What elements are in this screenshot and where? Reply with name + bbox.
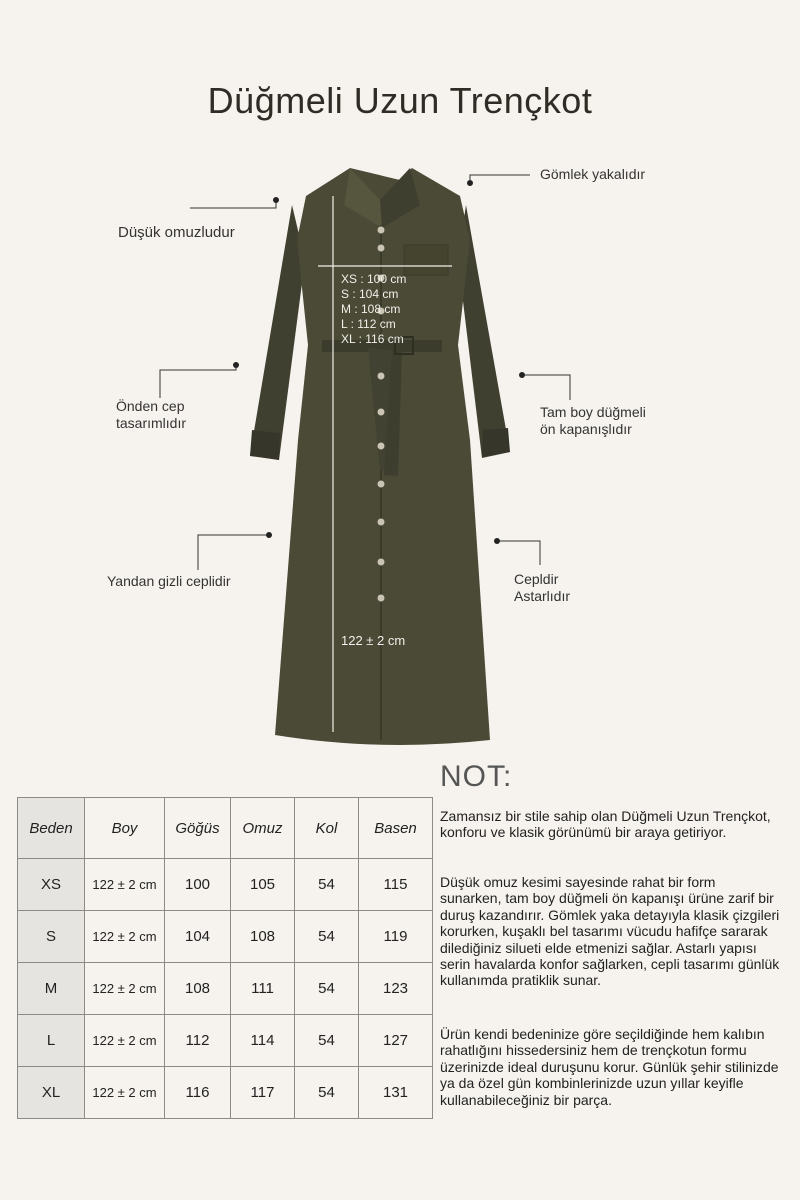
note-title: NOT: bbox=[440, 760, 513, 793]
length-measurement: 122 ± 2 cm bbox=[341, 633, 406, 648]
size-table bbox=[17, 797, 433, 1119]
table-row bbox=[18, 859, 433, 911]
table-row bbox=[18, 963, 433, 1015]
cell-omuz: 111 bbox=[231, 963, 295, 1015]
buttons-line-1: Tam boy düğmeli bbox=[540, 404, 646, 420]
cell-gogus: 104 bbox=[165, 911, 231, 963]
table-row bbox=[18, 1067, 433, 1119]
cell-gogus: 108 bbox=[165, 963, 231, 1015]
cell-size: M bbox=[18, 963, 85, 1015]
chest-xs: XS : 100 cm bbox=[341, 272, 407, 286]
cell-kol: 54 bbox=[295, 1067, 359, 1119]
cell-gogus: 100 bbox=[165, 859, 231, 911]
header-omuz: Omuz bbox=[231, 798, 295, 859]
cell-kol: 54 bbox=[295, 963, 359, 1015]
lined-line-2: Astarlıdır bbox=[514, 588, 571, 604]
note-paragraph-3: Ürün kendi bedeninize göre seçildiğinde hem kalıbın rahatlığını hissedersiniz hem de trençkotun formu üzerinizde ideal duruşunu korur. Günlük şehir stilinizde ya da özel gün kombinlerinizde uzun yıllar keyifle kullanabileceğiniz bir parça. bbox=[440, 1026, 779, 1108]
cell-boy: 122 ± 2 cm bbox=[85, 911, 165, 963]
cell-kol: 54 bbox=[295, 1015, 359, 1067]
cell-size: XS bbox=[18, 859, 85, 911]
note-paragraph-1: Zamansız bir stile sahip olan Düğmeli Uzun Trençkot, konforu ve klasik görünümü bir araya getiriyor. bbox=[440, 808, 771, 841]
cell-omuz: 114 bbox=[231, 1015, 295, 1067]
chest-s: S : 104 cm bbox=[341, 287, 399, 301]
buttons-line-2: ön kapanışlıdır bbox=[540, 421, 632, 437]
cell-size: L bbox=[18, 1015, 85, 1067]
cell-boy: 122 ± 2 cm bbox=[85, 963, 165, 1015]
cell-basen: 115 bbox=[359, 859, 433, 911]
cell-size: XL bbox=[18, 1067, 85, 1119]
cell-omuz: 105 bbox=[231, 859, 295, 911]
header-boy: Boy bbox=[85, 798, 165, 859]
shoulder-callout: Düşük omuzludur bbox=[118, 224, 235, 241]
cell-omuz: 117 bbox=[231, 1067, 295, 1119]
chest-m: M : 108 cm bbox=[341, 302, 401, 316]
side-pocket-callout: Yandan gizli ceplidir bbox=[107, 573, 231, 589]
cell-boy: 122 ± 2 cm bbox=[85, 859, 165, 911]
cell-gogus: 116 bbox=[165, 1067, 231, 1119]
table-header-row bbox=[18, 798, 433, 859]
header-gogus: Göğüs bbox=[165, 798, 231, 859]
cell-boy: 122 ± 2 cm bbox=[85, 1067, 165, 1119]
front-pocket-callout bbox=[116, 398, 186, 432]
collar-callout: Gömlek yakalıdır bbox=[540, 166, 646, 182]
note-paragraph-2: Düşük omuz kesimi sayesinde rahat bir form sunarken, tam boy düğmeli ön kapanışı ürüne zarif bir duruş kazandırır. Gömlek yaka detayıyla klasik çizgileri korurken, kuşaklı bel tasarımı vücudu hafifçe sararak dilediğiniz silueti elde etmenizi sağlar. Astarlı yapısı serin havalarda konfor sağlarken, cepli tasarımı günlük kullanımda pratiklik sunar. bbox=[440, 874, 780, 989]
front-pocket-line-1: Önden cep bbox=[116, 398, 185, 414]
table-row bbox=[18, 911, 433, 963]
buttons-callout bbox=[540, 404, 646, 438]
cell-kol: 54 bbox=[295, 859, 359, 911]
header-basen: Basen bbox=[359, 798, 433, 859]
header-kol: Kol bbox=[295, 798, 359, 859]
table-row bbox=[18, 1015, 433, 1067]
header-beden: Beden bbox=[18, 798, 85, 859]
chest-measurements bbox=[341, 272, 406, 347]
cell-gogus: 112 bbox=[165, 1015, 231, 1067]
cell-basen: 127 bbox=[359, 1015, 433, 1067]
front-pocket-line-2: tasarımlıdır bbox=[116, 415, 187, 431]
cell-kol: 54 bbox=[295, 911, 359, 963]
cell-basen: 131 bbox=[359, 1067, 433, 1119]
cell-boy: 122 ± 2 cm bbox=[85, 1015, 165, 1067]
chest-l: L : 112 cm bbox=[341, 317, 396, 331]
cell-basen: 119 bbox=[359, 911, 433, 963]
page-title: Düğmeli Uzun Trençkot bbox=[207, 80, 593, 121]
cell-omuz: 108 bbox=[231, 911, 295, 963]
chest-xl: XL : 116 cm bbox=[341, 332, 404, 346]
cell-basen: 123 bbox=[359, 963, 433, 1015]
lined-line-1: Cepldir bbox=[514, 571, 559, 587]
lined-callout bbox=[514, 571, 570, 605]
cell-size: S bbox=[18, 911, 85, 963]
